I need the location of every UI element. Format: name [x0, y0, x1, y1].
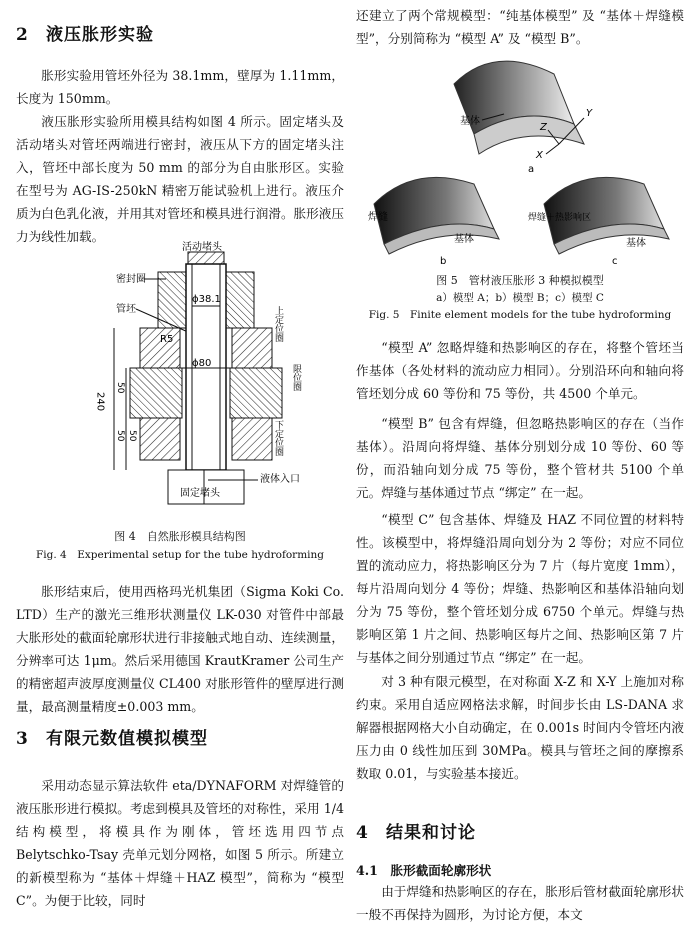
figure-4-caption-cn: 图 4 自然胀形模具结构图	[114, 530, 246, 543]
label-r5: R5	[160, 334, 174, 345]
label-inlet: 液体入口	[260, 474, 300, 485]
label-c: c	[612, 256, 618, 267]
label-upper-ring: 上定位圈	[273, 306, 283, 342]
figure-5-caption-en: Fig. 5 Finite element models for the tube hydroforming	[368, 309, 672, 321]
para-fe-model: 采用动态显示算法软件 eta/DYNAFORM 对焊缝管的液压胀形进行模拟。考虑到模具及管坯的对称性，采用 1/4 结构模型，将模具作为刚体，管坯选用四节点 Belytschko-Tsay 壳单元划分网格，如图 5 所示。所建立的新模型称为 “基体＋焊缝＋HAZ 模型”，简称为 “模型 C”。为便于比较，同时	[16, 778, 344, 908]
limit-ring	[130, 368, 182, 418]
label-diameter-80: ϕ80	[192, 358, 212, 369]
label-base-c: 基体	[626, 238, 646, 249]
label-diameter-38: ϕ38.1	[192, 294, 221, 305]
label-base-b: 基体	[454, 234, 474, 245]
para-model-c: “模型 C” 包含基体、焊缝及 HAZ 不同位置的材料特性。该模型中，将焊缝沿周向划分为 2 等份；对应不同位置的流动应力，将热影响区分为 7 片（每片宽度 1mm），每片沿周向划分 4 等份；焊缝、热影响区和基体沿轴向划分为 75 等份，整个管坯划分成 6750 个单元。焊缝与热影响区第 1 片之间、热影响区每片之间、热影响区第 7 片与基体之间分别通过节点 “绑定” 在一起。	[356, 512, 684, 665]
label-b: b	[440, 256, 447, 267]
label-fixed-plug: 固定堵头	[180, 488, 220, 499]
subsection-4-1-heading: 4.1 胀形截面轮廓形状	[356, 863, 492, 878]
label-tube: 管坯	[116, 304, 136, 315]
para-die-setup: 液压胀形实验所用模具结构如图 4 所示。固定堵头及活动堵头对管坯两端进行密封，液压从下方的固定堵头注入，管坯中部长度为 50 mm 的部分为自由胀形区。实验在型号为 AG-IS-250kN 精密万能试验机上进行。液压介质为白色乳化液，并用其对管坯和模具进行润滑。胀形液压力为线性加载。	[16, 114, 344, 244]
section-3-heading: 3 有限元数值模拟模型	[16, 729, 208, 749]
figure-4-die-diagram	[96, 244, 336, 516]
axis-x-label: X	[536, 150, 543, 161]
lower-ring	[140, 418, 180, 460]
section-2-heading: 2 液压胀形实验	[16, 25, 154, 45]
para-tube-dimensions: 胀形实验用管坯外径为 38.1mm，壁厚为 1.11mm，长度为 150mm。	[16, 68, 344, 106]
label-weld-haz-c: 焊缝＋热影响区	[528, 213, 592, 223]
label-50-a: 50	[115, 382, 125, 394]
axis-z-label: Z	[540, 122, 547, 133]
label-a: a	[528, 164, 535, 175]
para-measurement: 胀形结束后，使用西格玛光机集团（Sigma Koki Co. LTD）生产的激光三维形状测量仪 LK-030 对管件中部最大胀形处的截面轮廓形状进行非接触式地自动、连续测量，分辨率可达 1μm。然后采用德国 KrautKramer 公司生产的精密超声波厚度测量仪 CL400 对胀形管件的壁厚进行测量，最高测量精度±0.003 mm。	[16, 584, 344, 714]
label-seal-ring: 密封圈	[116, 274, 146, 285]
para-model-a: “模型 A” 忽略焊缝和热影响区的存在，将整个管坯当作基体（各处材料的流动应力相同）。分别沿环向和轴向将管坯划分成 60 等份和 75 等份，共 4500 个单元。	[356, 340, 684, 401]
label-base-a: 基体	[460, 116, 480, 127]
figure-4-caption-en: Fig. 4 Experimental setup for the tube hydroforming	[35, 549, 324, 561]
label-50-c: 50	[127, 430, 137, 442]
label-height-240: 240	[94, 392, 106, 412]
axis-y-label: Y	[586, 108, 593, 119]
label-limit-ring: 限位圈	[291, 364, 301, 391]
label-weld-b: 焊缝	[368, 212, 388, 223]
para-conventional-models: 还建立了两个常规模型：“纯基体模型” 及 “基体＋焊缝模型”，分别简称为 “模型 A” 及 “模型 B”。	[356, 8, 684, 46]
para-model-b: “模型 B” 包含有焊缝，但忽略热影响区的存在（当作基体）。沿周向将焊缝、基体分别划分成 10 等份、60 等份，而沿轴向划分成 75 等份，整个管材共 5100 个单元。焊缝与基体通过节点 “绑定” 在一起。	[356, 416, 684, 500]
figure-5-caption-cn: 图 5 管材液压胀形 3 种模拟模型	[436, 274, 604, 287]
label-lower-ring: 下定位圈	[273, 420, 283, 456]
section-4-heading: 4 结果和讨论	[356, 823, 476, 843]
para-boundary-conditions: 对 3 种有限元模型，在对称面 X-Z 和 X-Y 上施加对称约束。采用自适应网格法求解，时间步长由 LS-DANA 求解器根据网格大小自动确定，在 0.001s 时间内令管坯内液压力由 0 线性加压到 30MPa。模具与管坯之间的摩擦系数取 0.01，与实验基本接近。	[356, 674, 684, 781]
para-section-profile: 由于焊缝和热影响区的存在，胀形后管材截面轮廓形状一般不再保持为圆形，为讨论方便，本文	[356, 884, 684, 922]
figure-5-fe-models	[364, 54, 684, 266]
label-active-plug: 活动堵头	[182, 242, 222, 253]
figure-5-caption-sub: a）模型 A；b）模型 B；c）模型 C	[436, 292, 604, 304]
label-50-b: 50	[115, 430, 125, 442]
